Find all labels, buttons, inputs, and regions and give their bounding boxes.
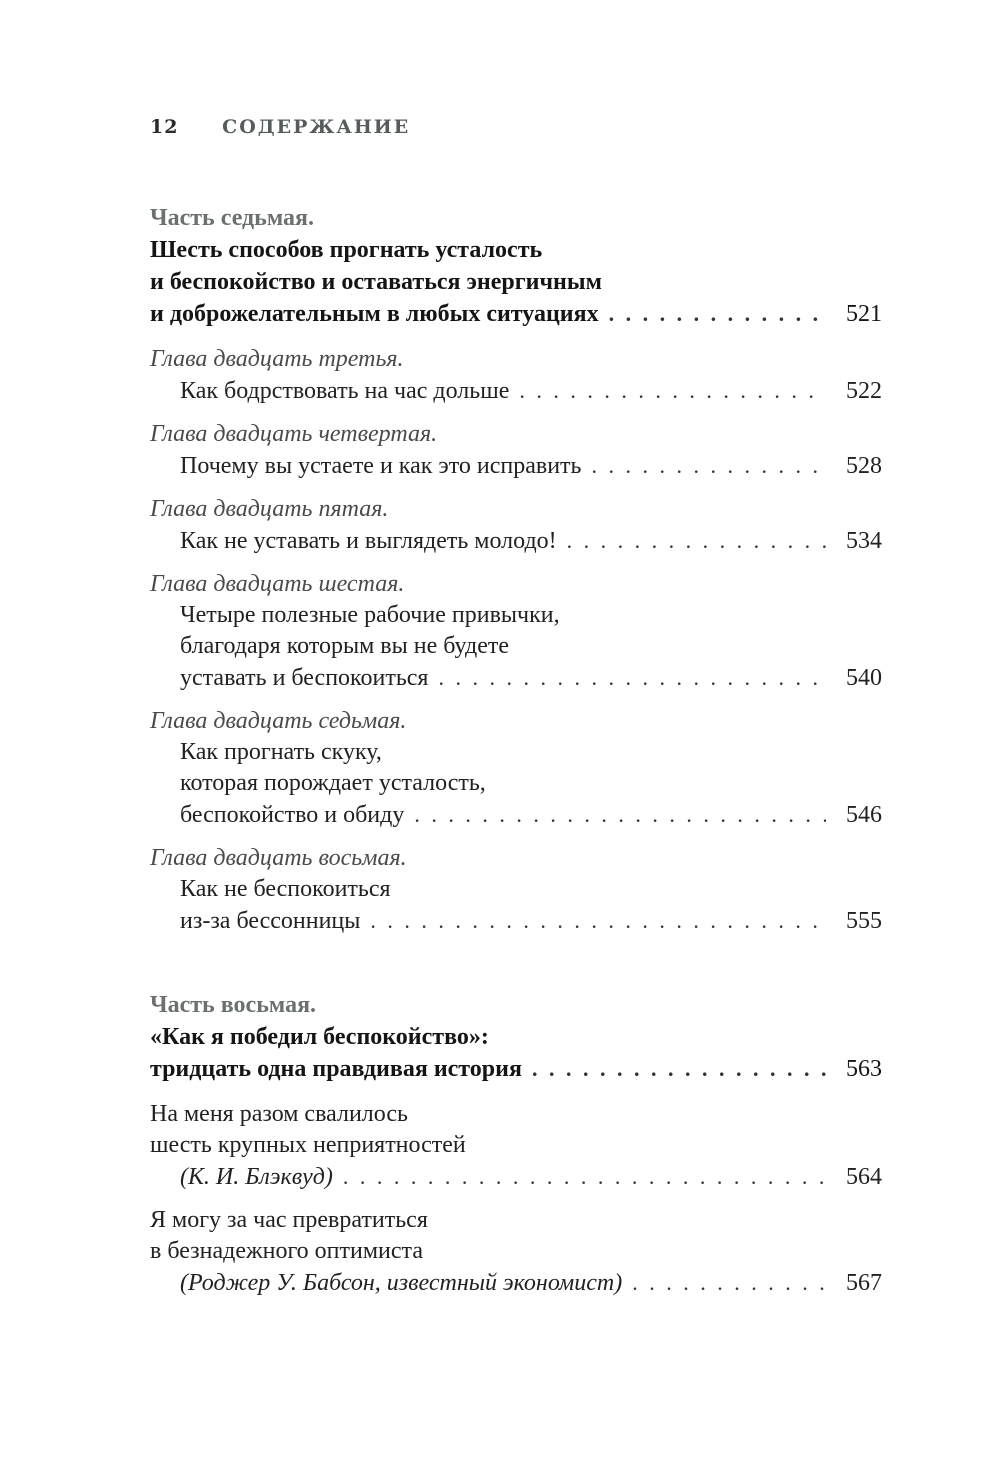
story-entry[interactable] [150, 1205, 882, 1299]
toc-row [150, 662, 882, 694]
part-title-line: и беспокойство и оставаться энергичным [150, 269, 602, 295]
part-eight [150, 989, 882, 1085]
chapter-title: Как бодрствовать на час дольше [180, 378, 510, 404]
dot-leader [591, 450, 826, 481]
chapter-entry[interactable] [150, 843, 882, 937]
dot-leader [414, 799, 826, 830]
page-ref: 534 [846, 528, 882, 554]
part-label: Часть седьмая. [150, 205, 315, 231]
story-author: (К. И. Блэквуд) [180, 1164, 333, 1190]
page-ref: 528 [846, 453, 882, 479]
part-label: Часть восьмая. [150, 992, 317, 1018]
part-title-line: «Как я победил беспокойство»: [150, 1024, 489, 1050]
chapter-title: Четыре полезные рабочие привычки, [180, 602, 560, 628]
chapter-entry[interactable] [150, 494, 882, 557]
story-author: (Роджер У. Бабсон, известный экономист) [180, 1270, 623, 1296]
story-title: На меня разом свалилось [150, 1101, 408, 1127]
toc-row[interactable] [150, 298, 882, 330]
part-seven [150, 202, 882, 330]
toc-row [150, 1161, 882, 1193]
chapter-label: Глава двадцать пятая. [150, 496, 389, 522]
chapter-label: Глава двадцать шестая. [150, 571, 405, 597]
dot-leader [519, 375, 826, 406]
chapter-title: уставать и беспокоиться [180, 665, 429, 691]
running-header [150, 116, 410, 138]
part-title-line: тридцать одна правдивая история [150, 1056, 522, 1082]
dot-leader [532, 1053, 826, 1085]
table-of-contents [150, 202, 882, 1299]
chapter-title: Как прогнать скуку, [180, 739, 382, 765]
page-ref: 567 [846, 1270, 882, 1296]
dot-leader [567, 525, 826, 556]
dot-leader [438, 662, 826, 693]
story-title: Я могу за час превратиться [150, 1207, 428, 1233]
page-ref: 563 [846, 1056, 882, 1082]
section-gap [150, 937, 882, 989]
chapter-title: Как не уставать и выглядеть молодо! [180, 528, 557, 554]
chapter-title: которая порождает усталость, [180, 770, 486, 796]
page-number: 12 [150, 116, 179, 138]
chapter-label: Глава двадцать восьмая. [150, 845, 407, 871]
running-title: СОДЕРЖАНИЕ [222, 116, 411, 138]
toc-row [150, 525, 882, 557]
dot-leader [343, 1161, 826, 1192]
toc-row [150, 450, 882, 482]
chapter-title: Как не беспокоиться [180, 876, 391, 902]
page-ref: 521 [846, 301, 882, 327]
page-ref: 522 [846, 378, 882, 404]
dot-leader [370, 905, 826, 936]
chapter-entry[interactable] [150, 706, 882, 831]
toc-row [150, 799, 882, 831]
chapter-entry[interactable] [150, 344, 882, 407]
chapter-label: Глава двадцать третья. [150, 346, 404, 372]
toc-row [150, 905, 882, 937]
page-ref: 546 [846, 802, 882, 828]
chapter-title: беспокойство и обиду [180, 802, 405, 828]
page-ref: 540 [846, 665, 882, 691]
toc-row [150, 375, 882, 407]
chapter-title: из-за бессонницы [180, 908, 361, 934]
chapter-label: Глава двадцать четвертая. [150, 421, 438, 447]
dot-leader [632, 1267, 826, 1298]
chapter-title: Почему вы устаете и как это исправить [180, 453, 582, 479]
toc-row[interactable] [150, 1053, 882, 1085]
page-ref: 564 [846, 1164, 882, 1190]
chapter-entry[interactable] [150, 419, 882, 482]
chapter-entry[interactable] [150, 569, 882, 694]
part-title-line: и доброжелательным в любых ситуациях [150, 301, 599, 327]
part-title-line: Шесть способов прогнать усталость [150, 237, 543, 263]
toc-row [150, 1267, 882, 1299]
chapter-title: благодаря которым вы не будете [180, 633, 510, 659]
dot-leader [609, 298, 826, 330]
page-ref: 555 [846, 908, 882, 934]
story-title: шесть крупных неприятностей [150, 1132, 466, 1158]
chapter-label: Глава двадцать седьмая. [150, 708, 407, 734]
story-entry[interactable] [150, 1099, 882, 1193]
story-title: в безнадежного оптимиста [150, 1238, 423, 1264]
